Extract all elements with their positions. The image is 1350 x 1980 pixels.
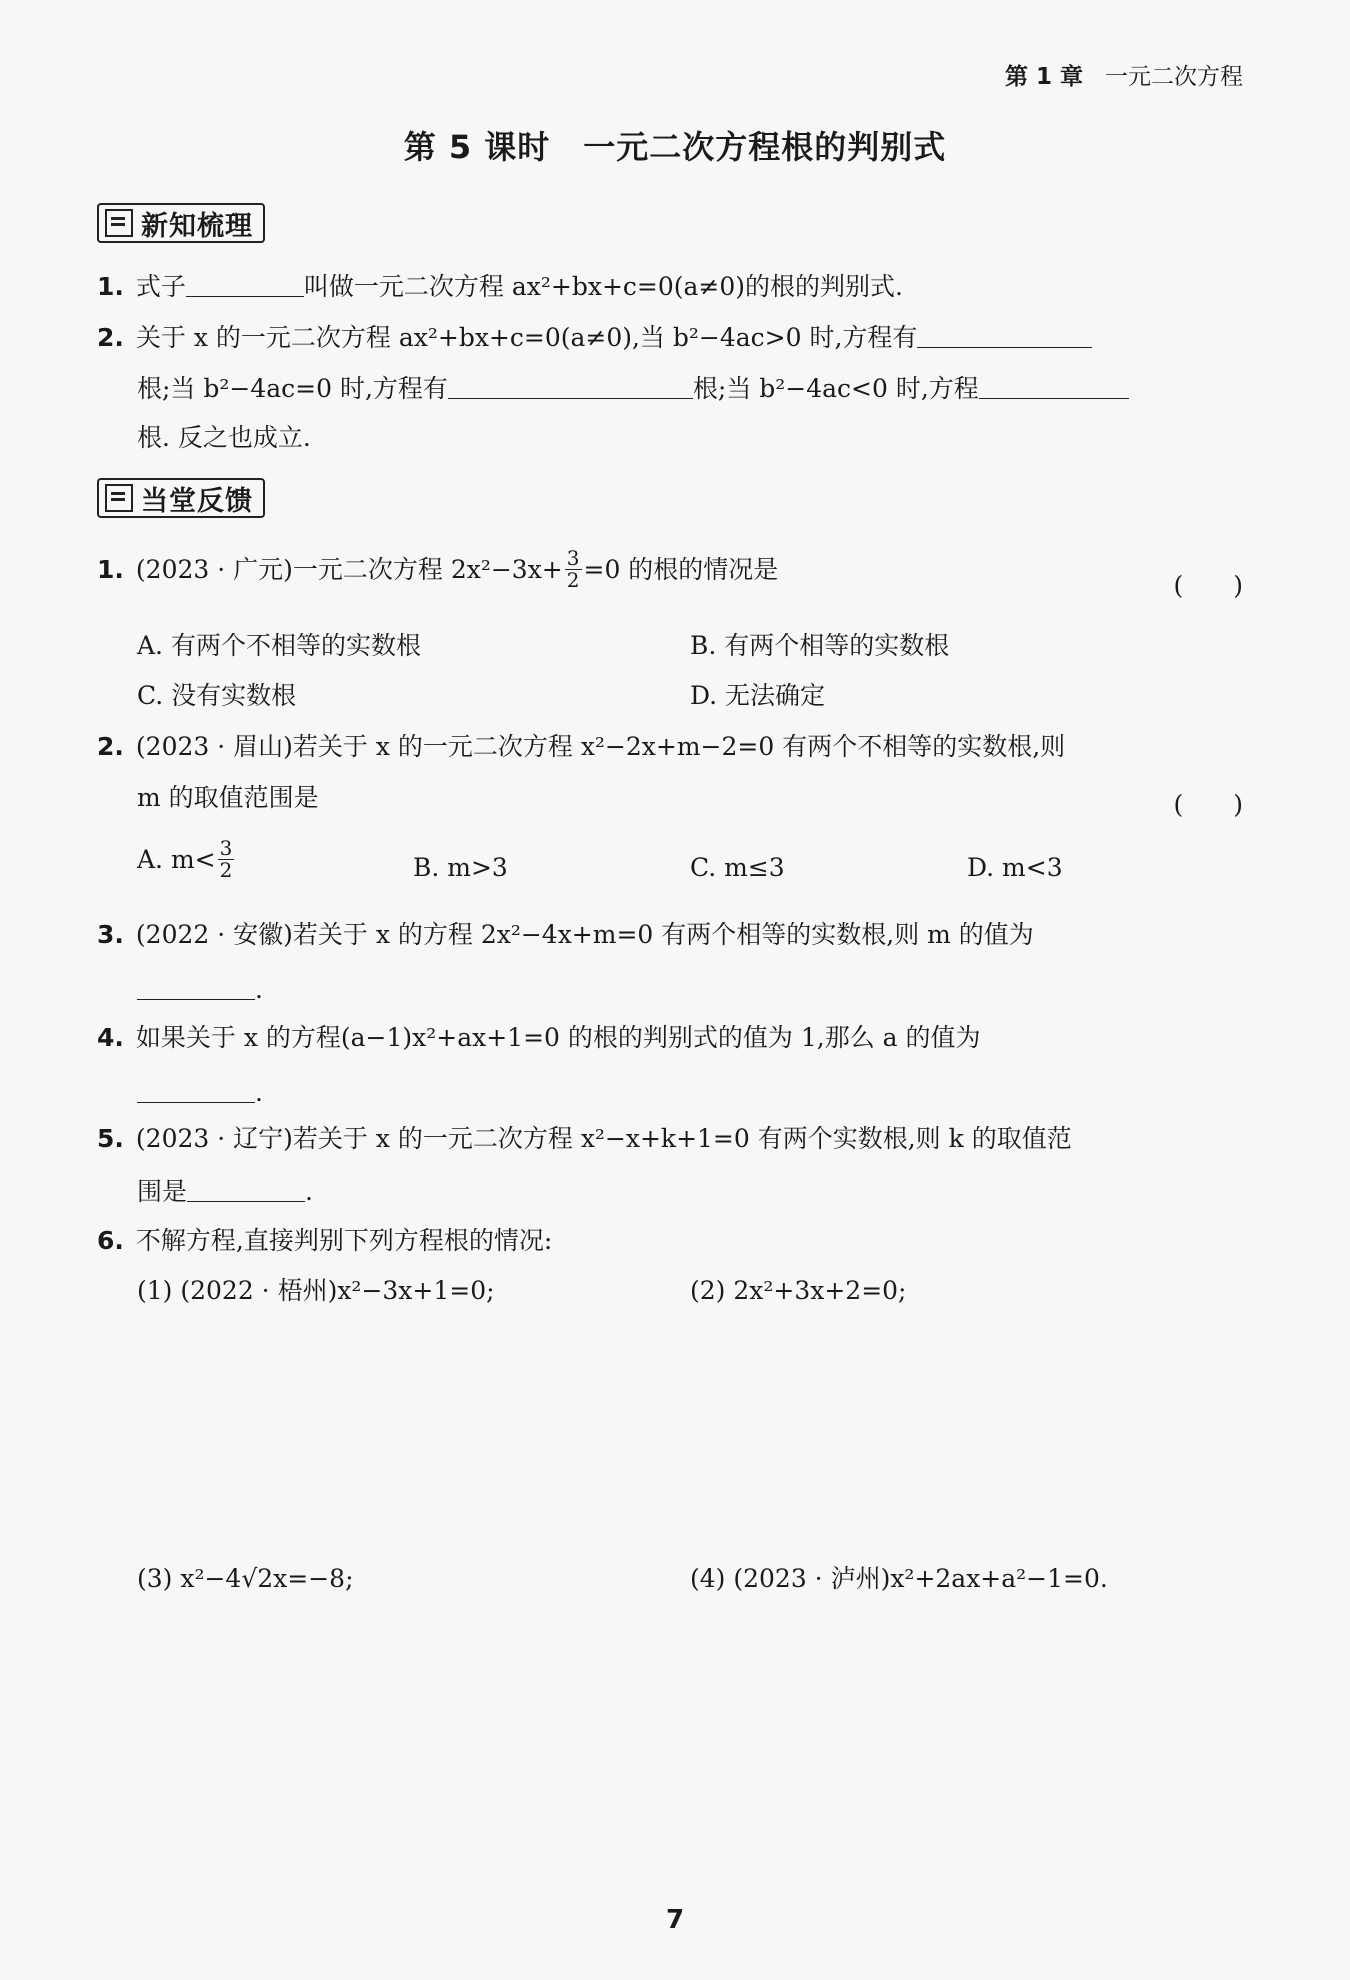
option-a[interactable]: A. 有两个不相等的实数根 <box>137 631 421 660</box>
feedback-q6: 6. 不解方程,直接判别下列方程根的情况: <box>97 1226 553 1255</box>
answer-paren[interactable]: ( ) <box>1173 571 1243 600</box>
answer-blank[interactable] <box>448 374 693 399</box>
chapter-header <box>1005 58 1243 91</box>
option-b[interactable]: B. m>3 <box>413 853 508 882</box>
feedback-q3-answer: . <box>137 975 263 1002</box>
feedback-q5-line2: 围是 . <box>137 1177 313 1206</box>
option-c[interactable]: C. 没有实数根 <box>137 681 297 710</box>
section-new-knowledge <box>97 203 265 243</box>
feedback-q2-line1: 2. (2023 · 眉山)若关于 x 的一元二次方程 x²−2x+m−2=0 有两个不相等的实数根,则 <box>97 732 1066 761</box>
q6-part2: (2) 2x²+3x+2=0; <box>690 1276 907 1305</box>
feedback-q2-line2: m 的取值范围是 <box>137 783 319 812</box>
feedback-q4-answer: . <box>137 1078 263 1105</box>
pencil-icon <box>105 484 133 512</box>
option-a[interactable]: A. m< $\frac{3}{2}$ <box>137 836 233 882</box>
section-label: 当堂反馈 <box>141 485 253 517</box>
option-d[interactable]: D. m<3 <box>967 853 1063 882</box>
knowledge-q2-line2: 根;当 b²−4ac=0 时,方程有 根;当 b²−4ac<0 时,方程 <box>137 374 1129 401</box>
fraction: $\frac{3}{2}$ <box>566 546 580 592</box>
section-label: 新知梳理 <box>141 210 253 242</box>
chapter-number: 第 1 章 <box>1005 64 1084 90</box>
feedback-q4: 4. 如果关于 x 的方程(a−1)x²+ax+1=0 的根的判别式的值为 1,那么 a 的值为 <box>97 1023 981 1052</box>
q6-part4: (4) (2023 · 泸州)x²+2ax+a²−1=0. <box>690 1564 1108 1593</box>
book-icon <box>105 209 133 237</box>
option-c[interactable]: C. m≤3 <box>690 853 785 882</box>
fraction: $\frac{3}{2}$ <box>219 836 233 882</box>
answer-blank[interactable] <box>187 1177 305 1202</box>
q6-part3: (3) x²−4√2x=−8; <box>137 1564 354 1593</box>
answer-blank[interactable] <box>979 374 1129 399</box>
knowledge-q2-line1: 2. 关于 x 的一元二次方程 ax²+bx+c=0(a≠0),当 b²−4ac>0 时,方程有 <box>97 323 1092 350</box>
q6-part1: (1) (2022 · 梧州)x²−3x+1=0; <box>137 1276 495 1305</box>
answer-blank[interactable] <box>186 272 304 297</box>
answer-blank[interactable] <box>137 1078 255 1103</box>
answer-blank[interactable] <box>917 323 1092 348</box>
option-d[interactable]: D. 无法确定 <box>690 681 826 710</box>
chapter-title: 一元二次方程 <box>1105 64 1243 90</box>
knowledge-q2-line3: 根. 反之也成立. <box>137 423 311 452</box>
feedback-q1: 1. (2023 · 广元)一元二次方程 2x²−3x+ $\frac{3}{2}$ =0 的根的情况是 <box>97 546 779 592</box>
answer-blank[interactable] <box>137 975 255 1000</box>
feedback-q3: 3. (2022 · 安徽)若关于 x 的方程 2x²−4x+m=0 有两个相等的实数根,则 m 的值为 <box>97 920 1034 949</box>
feedback-q5-line1: 5. (2023 · 辽宁)若关于 x 的一元二次方程 x²−x+k+1=0 有两个实数根,则 k 的取值范 <box>97 1124 1072 1153</box>
lesson-title: 第 5 课时 一元二次方程根的判别式 <box>403 128 947 166</box>
answer-paren[interactable]: ( ) <box>1173 790 1243 819</box>
page-number: 7 <box>665 1905 685 1935</box>
knowledge-q1: 1. 式子 叫做一元二次方程 ax²+bx+c=0(a≠0)的根的判别式. <box>97 272 903 301</box>
option-b[interactable]: B. 有两个相等的实数根 <box>690 631 950 660</box>
section-feedback <box>97 478 265 518</box>
